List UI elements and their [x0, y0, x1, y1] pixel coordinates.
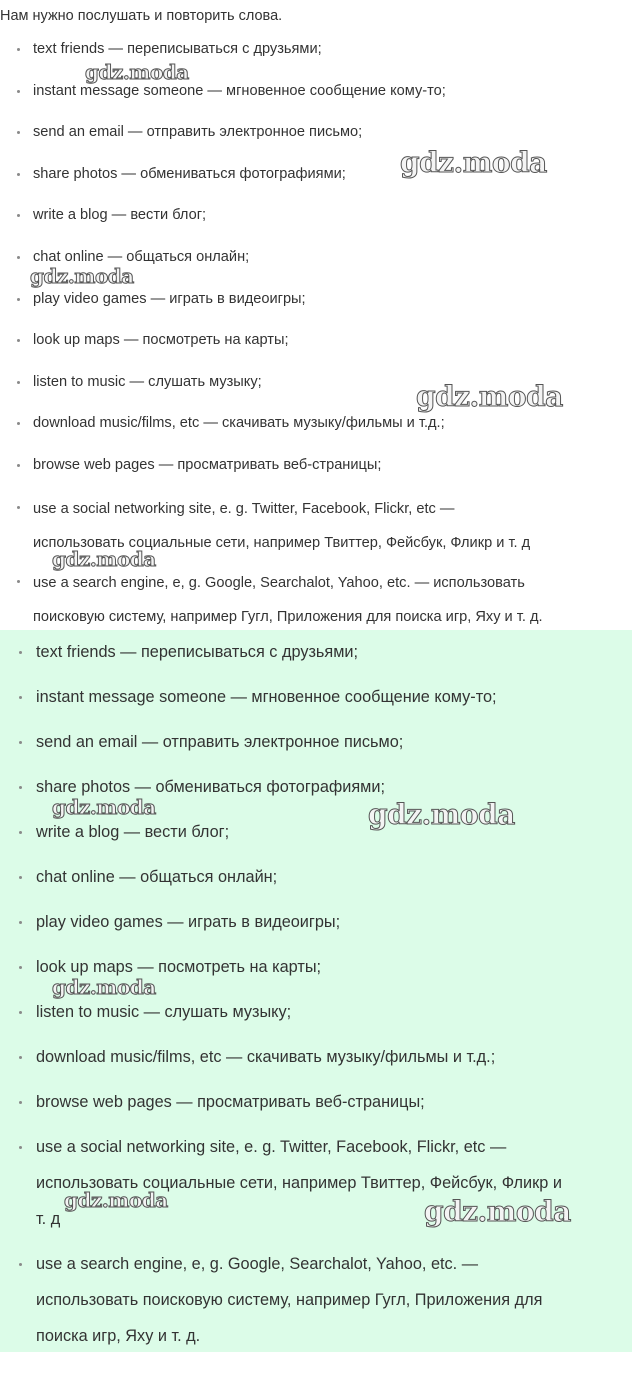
watermark: gdz.moda — [368, 798, 515, 831]
list-item: play video games — играть в видеоигры; — [0, 284, 632, 314]
watermark: gdz.moda — [424, 1195, 571, 1228]
list-item: send an email — отправить электронное письмо; — [0, 117, 632, 147]
list-item: download music/films, etc — скачивать музыку/фильмы и т.д.; — [0, 408, 632, 438]
list-item — [0, 566, 632, 626]
watermark: gdz.moda — [52, 795, 156, 819]
list-item-line: использовать поисковую систему, например Гугл, Приложения для — [36, 1291, 543, 1309]
list-item: share photos — обмениваться фотографиями; — [0, 773, 632, 801]
list-item — [0, 1250, 632, 1350]
list-item-line: use a search engine, e, g. Google, Searchalot, Yahoo, etc. — использовать — [33, 574, 525, 591]
list-item: look up maps — посмотреть на карты; — [0, 325, 632, 355]
list-item: write a blog — вести блог; — [0, 818, 632, 846]
list-item: text friends — переписываться с друзьями; — [0, 638, 632, 666]
list-item-line: use a search engine, e, g. Google, Searchalot, Yahoo, etc. — — [36, 1255, 478, 1273]
watermark: gdz.moda — [85, 60, 189, 84]
watermark: gdz.moda — [52, 547, 156, 571]
list-item-line: use a social networking site, e. g. Twitter, Facebook, Flickr, etc — — [36, 1138, 507, 1156]
watermark: gdz.moda — [416, 380, 563, 413]
list-item: look up maps — посмотреть на карты; — [0, 953, 632, 981]
watermark: gdz.moda — [30, 264, 134, 288]
list-item: send an email — отправить электронное письмо; — [0, 728, 632, 756]
list-item: write a blog — вести блог; — [0, 200, 632, 230]
list-item: instant message someone — мгновенное сообщение кому-то; — [0, 76, 632, 106]
list-item — [0, 492, 632, 552]
watermark: gdz.moda — [400, 146, 547, 179]
list-item: chat online — общаться онлайн; — [0, 863, 632, 891]
list-item: listen to music — слушать музыку; — [0, 367, 632, 397]
list-item-line: т. д — [36, 1210, 61, 1228]
list-item: listen to music — слушать музыку; — [0, 998, 632, 1026]
list-item: text friends — переписываться с друзьями; — [0, 34, 632, 64]
list-item-line: поиска игр, Яху и т. д. — [36, 1327, 201, 1345]
watermark: gdz.moda — [64, 1188, 168, 1212]
watermark: gdz.moda — [52, 975, 156, 999]
list-item-line: использовать социальные сети, например Твиттер, Фейсбук, Фликр и т. д — [33, 534, 531, 551]
list-item: instant message someone — мгновенное сообщение кому-то; — [0, 683, 632, 711]
list-item-line: поисковую систему, например Гугл, Приложения для поиска игр, Яху и т. д. — [33, 608, 543, 625]
highlighted-word-list — [0, 638, 632, 1367]
list-item: share photos — обмениваться фотографиями; — [0, 159, 632, 189]
list-item: browse web pages — просматривать веб-страницы; — [0, 450, 632, 480]
list-item: browse web pages — просматривать веб-страницы; — [0, 1088, 632, 1116]
list-item: download music/films, etc — скачивать музыку/фильмы и т.д.; — [0, 1043, 632, 1071]
list-item-line: использовать социальные сети, например Твиттер, Фейсбук, Фликр и — [36, 1174, 562, 1192]
list-item: chat online — общаться онлайн; — [0, 242, 632, 272]
intro-text: Нам нужно послушать и повторить слова. — [0, 8, 283, 24]
list-item-line: use a social networking site, e. g. Twitter, Facebook, Flickr, etc — — [33, 500, 455, 517]
list-item: play video games — играть в видеоигры; — [0, 908, 632, 936]
